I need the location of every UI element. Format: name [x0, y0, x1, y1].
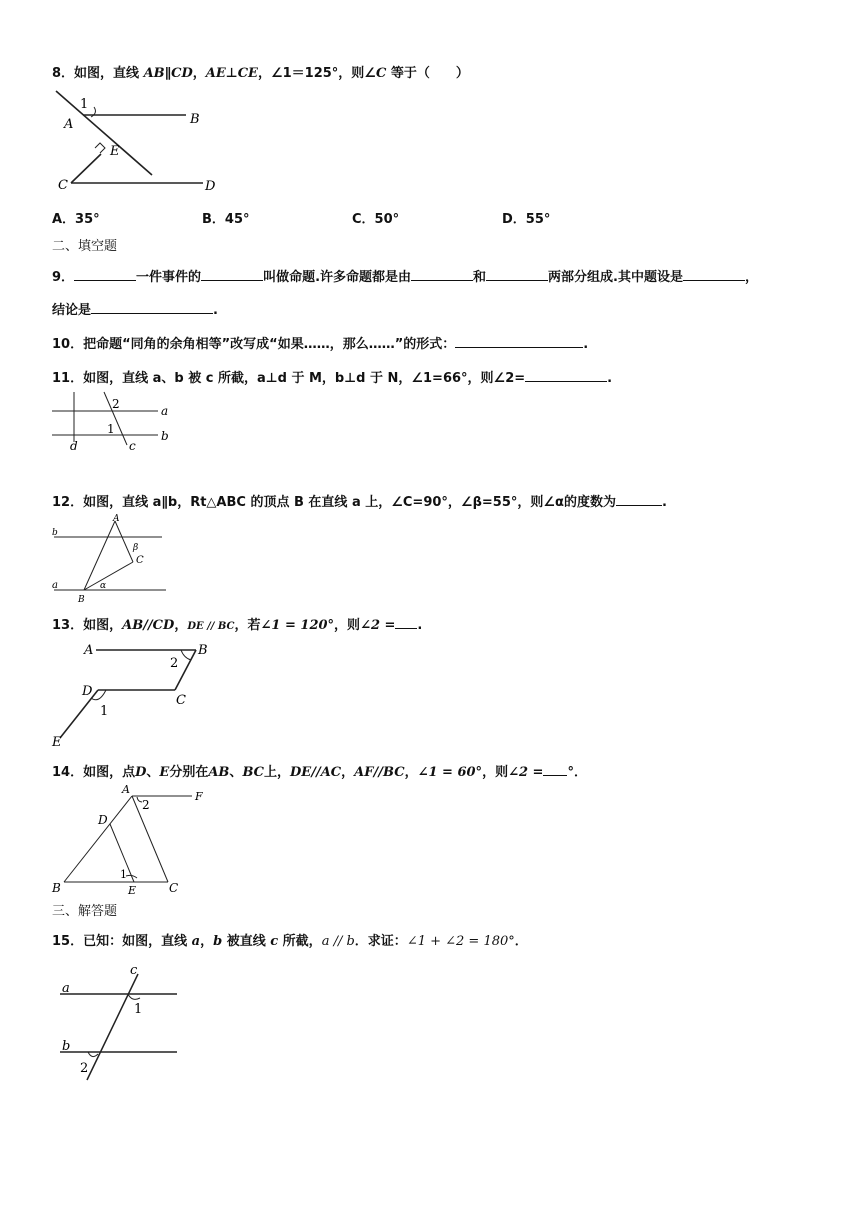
fig-label: A: [64, 117, 74, 132]
fig-label: c: [129, 439, 136, 452]
q8-figure: [50, 85, 230, 200]
fig-label: C: [58, 178, 68, 193]
question-14: 14．如图，点D、E分别在AB、BC上，DE//AC，AF//BC，∠1 = 60°，则∠2 = °．: [52, 765, 587, 780]
question-10: 10．把命题“同角的余角相等”改写成“如果……，那么……”的形式： .: [52, 337, 589, 352]
fig-label: A: [113, 514, 120, 524]
question-8: 8．如图，直线 AB∥CD，AE⊥CE，∠1＝125°，则∠C 等于（ ）: [52, 66, 469, 81]
fig-label: b: [52, 528, 58, 538]
answer-blank[interactable]: [683, 268, 745, 281]
question-number: 12．: [52, 495, 84, 510]
question-9: 9． 一件事件的 叫做命题.许多命题都是由 和 两部分组成.其中题设是 ，: [52, 270, 758, 285]
q11-figure: [50, 390, 190, 452]
q12-figure: [50, 512, 170, 606]
fig-label: C: [136, 555, 144, 566]
fig-label: E: [128, 884, 137, 896]
question-number: 10．: [52, 337, 84, 352]
fig-label: C: [169, 881, 179, 895]
section-heading: 三、解答题: [52, 904, 118, 919]
fig-label: E: [52, 735, 62, 750]
fig-label: 2: [80, 1061, 89, 1076]
fig-label: B: [52, 881, 61, 895]
section-heading: 二、填空题: [52, 239, 118, 254]
fig-label: 1: [120, 868, 127, 881]
q14-figure: [50, 784, 225, 896]
answer-blank[interactable]: [201, 268, 263, 281]
question-number: 13．: [52, 618, 84, 633]
answer-blank[interactable]: [616, 493, 662, 506]
fig-label: b: [161, 429, 169, 443]
fig-label: D: [98, 813, 108, 827]
fig-label: E: [110, 144, 120, 159]
answer-blank[interactable]: [91, 301, 213, 314]
fig-label: 2: [112, 397, 120, 411]
question-number: 11．: [52, 371, 84, 386]
fig-label: 1: [100, 704, 109, 719]
answer-blank[interactable]: [486, 268, 548, 281]
fig-label: B: [78, 595, 85, 605]
question-number: 14．: [52, 765, 84, 780]
fig-label: b: [62, 1039, 71, 1054]
question-number: 9．: [52, 270, 75, 285]
fig-label: C: [176, 693, 186, 708]
answer-blank[interactable]: [455, 335, 583, 348]
fig-label: D: [82, 684, 93, 699]
fig-label: B: [198, 643, 208, 658]
question-number: 8．: [52, 66, 75, 81]
fig-label: d: [70, 439, 78, 452]
option-d[interactable]: D．55°: [502, 212, 551, 227]
fig-label: a: [161, 404, 169, 418]
question-11: 11．如图，直线 a、b 被 c 所截，a⊥d 于 M，b⊥d 于 N，∠1=66°，则∠2= .: [52, 371, 613, 386]
fig-label: 1: [80, 97, 89, 112]
answer-blank[interactable]: [74, 268, 136, 281]
fig-label: c: [130, 963, 138, 978]
option-c[interactable]: C．50°: [352, 212, 400, 227]
fig-label: A: [84, 643, 94, 658]
answer-blank[interactable]: [411, 268, 473, 281]
fig-label: F: [195, 790, 203, 803]
answer-blank[interactable]: [543, 763, 567, 776]
answer-blank[interactable]: [525, 369, 607, 382]
fig-label: α: [100, 581, 107, 591]
fig-label: A: [122, 784, 130, 796]
fig-label: a: [52, 580, 58, 591]
fig-label: 1: [134, 1002, 143, 1017]
fig-label: 2: [170, 656, 179, 671]
question-number: 15．: [52, 934, 84, 949]
fig-label: a: [62, 981, 70, 996]
answer-blank[interactable]: [395, 616, 417, 629]
option-b[interactable]: B．45°: [202, 212, 250, 227]
question-12: 12．如图，直线 a∥b，Rt△ABC 的顶点 B 在直线 a 上，∠C=90°，∠β=55°，则∠α的度数为 .: [52, 495, 667, 510]
question-13: 13．如图，AB//CD，DE // BC，若∠1 = 120°，则∠2 = .: [52, 618, 423, 633]
fig-label: 1: [107, 422, 115, 436]
q15-figure: [50, 960, 190, 1082]
fig-label: 2: [142, 798, 150, 812]
fig-label: β: [133, 543, 139, 553]
question-9-cont: 结论是 .: [52, 303, 218, 318]
fig-label: D: [205, 179, 216, 194]
question-15: 15．已知：如图，直线 a，b 被直线 c 所截，a // b．求证：∠1 + ∠2 = 180°．: [52, 934, 528, 949]
option-a[interactable]: A．35°: [52, 212, 100, 227]
q13-figure: [50, 638, 220, 750]
fig-label: B: [190, 112, 200, 127]
